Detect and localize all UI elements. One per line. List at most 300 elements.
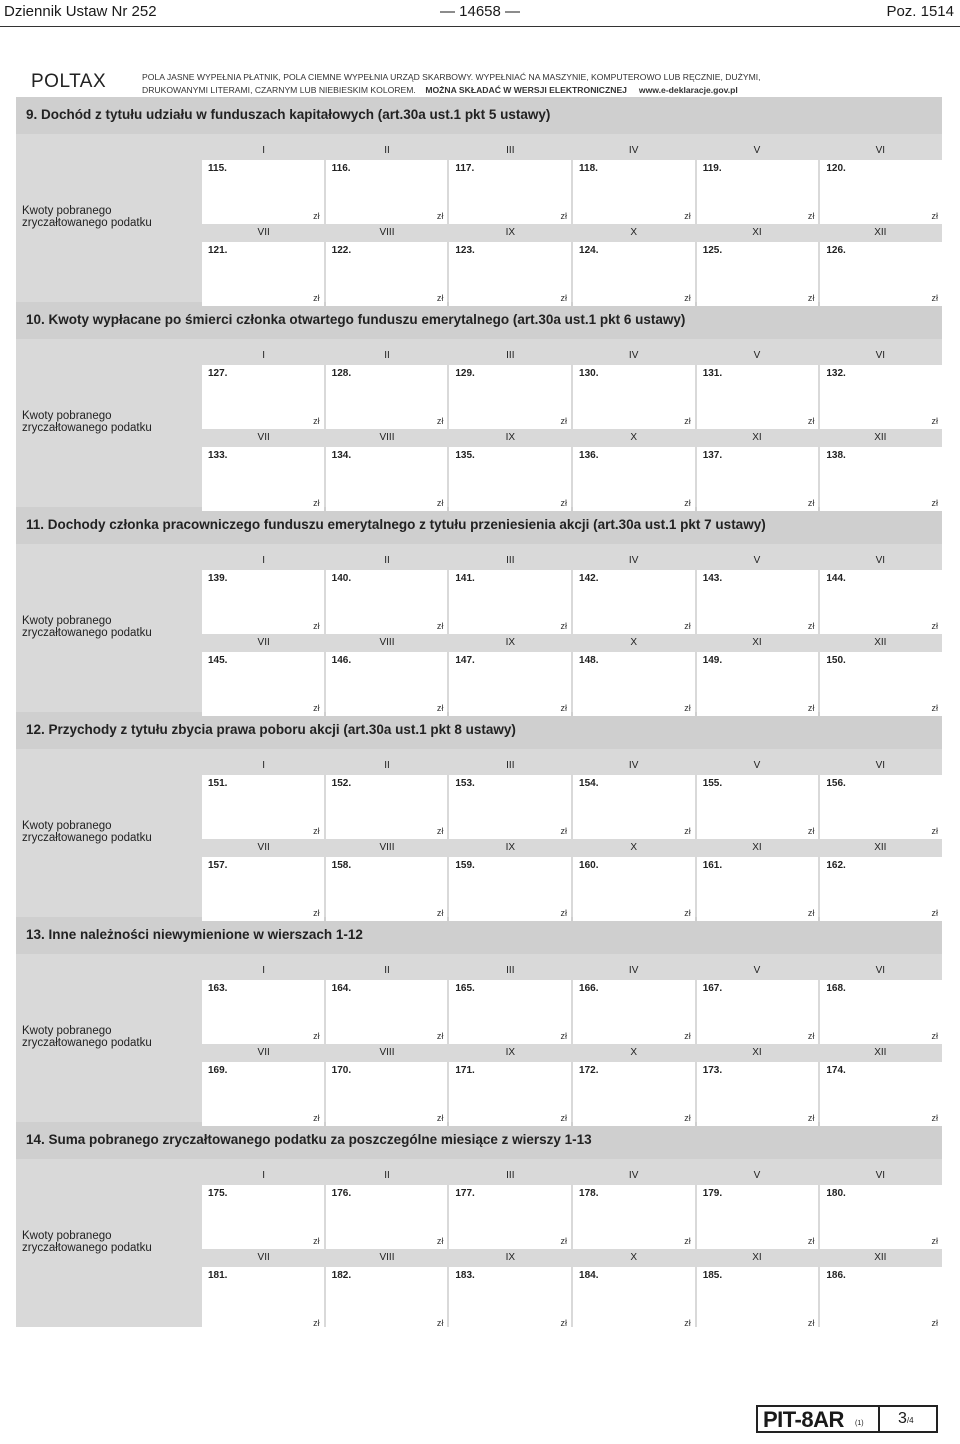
field-number: 123. [455, 245, 475, 256]
month-header-row [202, 1249, 942, 1267]
field-number: 127. [208, 368, 228, 379]
month-label: IX [505, 842, 516, 853]
currency-label: zł [436, 1031, 444, 1041]
field-number: 153. [455, 778, 475, 789]
currency-label: zł [807, 1031, 815, 1041]
currency-label: zł [684, 1113, 691, 1123]
currency-label: zł [313, 498, 320, 508]
month-label: XI [752, 1252, 762, 1263]
row-label-line-1: Kwoty pobranego [22, 205, 112, 217]
amount-field[interactable] [202, 570, 324, 634]
currency-label: zł [313, 1318, 320, 1328]
field-number: 144. [826, 573, 846, 584]
field-number: 136. [579, 450, 599, 461]
month-label: IV [628, 1170, 639, 1181]
amount-field[interactable] [326, 857, 448, 921]
currency-label: zł [684, 908, 691, 918]
e-deklaracje-url: www.e-deklaracje.gov.pl [638, 85, 738, 95]
amount-field[interactable] [820, 652, 942, 716]
instruction-line-2-text: DRUKOWANYMI LITERAMI, CZARNYM LUB NIEBIESKIM KOLOREM. [142, 85, 416, 95]
field-number: 158. [331, 860, 352, 871]
row-label-line-2: zryczałtowanego podatku [22, 1242, 152, 1254]
field-number: 117. [455, 163, 475, 174]
currency-label: zł [560, 908, 568, 918]
month-header-row [202, 552, 942, 570]
amount-field[interactable] [697, 1267, 819, 1331]
amount-field[interactable] [449, 1062, 571, 1126]
amount-field[interactable] [326, 160, 448, 224]
row-label-line-2: zryczałtowanego podatku [22, 832, 152, 844]
field-number: 170. [331, 1065, 352, 1076]
field-number: 145. [208, 655, 228, 666]
month-label: VI [875, 760, 886, 771]
month-label: III [506, 350, 515, 361]
currency-label: zł [313, 1113, 320, 1123]
field-number: 181. [208, 1270, 228, 1281]
currency-label: zł [807, 416, 815, 426]
field-row [202, 365, 942, 429]
amount-field[interactable] [573, 1267, 695, 1331]
currency-label: zł [684, 1318, 691, 1328]
currency-label: zł [560, 416, 568, 426]
field-row [202, 1062, 942, 1126]
field-number: 161. [702, 860, 723, 871]
month-label: I [262, 350, 266, 361]
page-header [0, 0, 960, 24]
field-row [202, 160, 942, 224]
amount-field[interactable] [573, 242, 695, 306]
field-number: 116. [331, 163, 351, 174]
currency-label: zł [931, 211, 939, 221]
amount-field[interactable] [202, 1185, 324, 1249]
field-number: 164. [331, 983, 352, 994]
month-label: XI [752, 432, 762, 443]
field-number: 172. [579, 1065, 599, 1076]
currency-label: zł [684, 1236, 691, 1246]
section-title: 9. Dochód z tytułu udziału w funduszach kapitałowych (art.30a ust.1 pkt 5 ustawy) [16, 97, 942, 134]
amount-field[interactable] [820, 1185, 942, 1249]
amount-field[interactable] [202, 652, 324, 716]
row-label-line-2: zryczałtowanego podatku [22, 627, 152, 639]
field-number: 176. [331, 1188, 352, 1199]
currency-label: zł [807, 621, 815, 631]
field-number: 174. [826, 1065, 846, 1076]
month-label: III [506, 760, 515, 771]
field-number: 146. [331, 655, 352, 666]
amount-field[interactable] [820, 1267, 942, 1331]
month-label: I [262, 1170, 266, 1181]
form-section [16, 507, 942, 712]
month-label: XI [752, 227, 762, 238]
currency-label: zł [560, 1031, 568, 1041]
currency-label: zł [807, 211, 815, 221]
field-row [202, 652, 942, 716]
currency-label: zł [931, 1031, 939, 1041]
month-header-row [202, 839, 942, 857]
month-label: VIII [379, 432, 395, 443]
amount-field[interactable] [202, 365, 324, 429]
month-label: VI [875, 1170, 886, 1181]
month-label: VII [257, 227, 270, 238]
month-label: X [630, 637, 637, 648]
section-title: 10. Kwoty wypłacane po śmierci członka otwartego funduszu emerytalnego (art.30a ust.1 pkt 6 ustawy) [16, 302, 942, 339]
month-label: II [384, 350, 390, 361]
month-label: XII [874, 842, 887, 853]
row-label [22, 205, 152, 229]
currency-label: zł [436, 293, 444, 303]
month-label: X [630, 1047, 637, 1058]
month-label: II [384, 965, 390, 976]
month-label: IX [505, 227, 516, 238]
field-number: 130. [579, 368, 599, 379]
field-number: 138. [826, 450, 846, 461]
field-row [202, 242, 942, 306]
month-grid [202, 962, 942, 1126]
field-number: 167. [702, 983, 723, 994]
position-number: Poz. 1514 [886, 3, 954, 20]
month-label: IV [628, 965, 639, 976]
month-label: XI [752, 1047, 762, 1058]
month-label: VIII [379, 637, 395, 648]
month-grid [202, 552, 942, 716]
field-number: 121. [208, 245, 228, 256]
field-number: 183. [455, 1270, 475, 1281]
amount-field[interactable] [326, 1185, 448, 1249]
month-label: X [630, 227, 637, 238]
field-number: 137. [702, 450, 723, 461]
currency-label: zł [684, 211, 691, 221]
month-label: III [506, 1170, 515, 1181]
amount-field[interactable] [326, 1062, 448, 1126]
currency-label: zł [807, 1318, 815, 1328]
amount-field[interactable] [820, 160, 942, 224]
currency-label: zł [436, 498, 444, 508]
month-label: V [753, 1170, 761, 1181]
field-number: 169. [208, 1065, 228, 1076]
amount-field[interactable] [202, 160, 324, 224]
month-grid [202, 1167, 942, 1331]
amount-field[interactable] [697, 447, 819, 511]
amount-field[interactable] [820, 447, 942, 511]
amount-field[interactable] [449, 1267, 571, 1331]
field-number: 128. [331, 368, 352, 379]
amount-field[interactable] [202, 447, 324, 511]
field-row [202, 447, 942, 511]
amount-field[interactable] [573, 652, 695, 716]
field-number: 135. [455, 450, 475, 461]
currency-label: zł [931, 703, 939, 713]
currency-label: zł [436, 703, 444, 713]
form-page-current: 3 [898, 1410, 907, 1427]
amount-field[interactable] [820, 857, 942, 921]
currency-label: zł [931, 826, 939, 836]
field-number: 157. [208, 860, 228, 871]
field-number: 118. [579, 163, 598, 174]
month-label: VI [875, 145, 886, 156]
amount-field[interactable] [697, 652, 819, 716]
amount-field[interactable] [573, 447, 695, 511]
amount-field[interactable] [820, 365, 942, 429]
field-row [202, 1267, 942, 1331]
form-section [16, 97, 942, 302]
amount-field[interactable] [573, 1062, 695, 1126]
currency-label: zł [313, 621, 320, 631]
amount-field[interactable] [573, 1185, 695, 1249]
instruction-line-2 [142, 84, 902, 97]
amount-field[interactable] [697, 1062, 819, 1126]
currency-label: zł [931, 621, 939, 631]
month-header-row [202, 1167, 942, 1185]
amount-field[interactable] [326, 980, 448, 1044]
amount-field[interactable] [697, 775, 819, 839]
section-body [16, 339, 942, 507]
currency-label: zł [931, 1236, 939, 1246]
field-number: 162. [826, 860, 846, 871]
currency-label: zł [560, 293, 568, 303]
month-grid [202, 142, 942, 306]
amount-field[interactable] [326, 570, 448, 634]
amount-field[interactable] [697, 980, 819, 1044]
currency-label: zł [684, 1031, 691, 1041]
currency-label: zł [560, 621, 568, 631]
form-id-box [756, 1405, 938, 1433]
currency-label: zł [931, 293, 939, 303]
currency-label: zł [436, 416, 444, 426]
amount-field[interactable] [697, 570, 819, 634]
month-label: V [753, 145, 761, 156]
month-header-row [202, 1044, 942, 1062]
row-label [22, 820, 152, 844]
row-label [22, 1025, 152, 1049]
currency-label: zł [807, 1236, 815, 1246]
month-header-row [202, 962, 942, 980]
field-number: 119. [702, 163, 722, 174]
amount-field[interactable] [449, 652, 571, 716]
field-number: 148. [579, 655, 599, 666]
amount-field[interactable] [449, 775, 571, 839]
amount-field[interactable] [326, 365, 448, 429]
field-number: 175. [208, 1188, 228, 1199]
currency-label: zł [436, 908, 444, 918]
field-row [202, 775, 942, 839]
amount-field[interactable] [202, 980, 324, 1044]
amount-field[interactable] [202, 1267, 324, 1331]
amount-field[interactable] [573, 775, 695, 839]
month-label: XII [874, 637, 887, 648]
field-number: 150. [826, 655, 846, 666]
month-label: X [630, 432, 637, 443]
amount-field[interactable] [820, 242, 942, 306]
amount-field[interactable] [573, 980, 695, 1044]
amount-field[interactable] [573, 365, 695, 429]
amount-field[interactable] [449, 447, 571, 511]
month-label: X [630, 842, 637, 853]
month-grid [202, 757, 942, 921]
amount-field[interactable] [326, 775, 448, 839]
month-label: VII [257, 1252, 270, 1263]
month-label: XI [752, 637, 762, 648]
field-row [202, 570, 942, 634]
currency-label: zł [436, 1236, 444, 1246]
amount-field[interactable] [697, 365, 819, 429]
month-label: V [753, 760, 761, 771]
month-header-row [202, 347, 942, 365]
currency-label: zł [436, 1318, 444, 1328]
amount-field[interactable] [449, 242, 571, 306]
section-title: 12. Przychody z tytułu zbycia prawa poboru akcji (art.30a ust.1 pkt 8 ustawy) [16, 712, 942, 749]
field-number: 166. [579, 983, 599, 994]
field-number: 163. [208, 983, 228, 994]
month-label: I [262, 555, 266, 566]
month-label: VIII [379, 227, 395, 238]
amount-field[interactable] [326, 242, 448, 306]
currency-label: zł [807, 703, 815, 713]
currency-label: zł [436, 621, 444, 631]
amount-field[interactable] [202, 1062, 324, 1126]
field-number: 132. [826, 368, 846, 379]
field-number: 141. [455, 573, 475, 584]
month-label: VI [875, 350, 886, 361]
journal-title: Dziennik Ustaw Nr 252 [4, 3, 157, 20]
page-number: — 14658 — [439, 3, 521, 20]
amount-field[interactable] [820, 1062, 942, 1126]
section-body [16, 1159, 942, 1327]
currency-label: zł [931, 908, 939, 918]
amount-field[interactable] [820, 775, 942, 839]
field-number: 178. [579, 1188, 599, 1199]
amount-field[interactable] [449, 980, 571, 1044]
field-number: 126. [826, 245, 846, 256]
row-label-line-2: zryczałtowanego podatku [22, 422, 152, 434]
field-number: 156. [826, 778, 846, 789]
form-section [16, 302, 942, 507]
month-label: V [753, 350, 761, 361]
row-label-line-2: zryczałtowanego podatku [22, 1037, 152, 1049]
month-label: VIII [379, 1047, 395, 1058]
section-body [16, 544, 942, 712]
month-label: VIII [379, 842, 395, 853]
amount-field[interactable] [697, 857, 819, 921]
amount-field[interactable] [449, 1185, 571, 1249]
amount-field[interactable] [449, 857, 571, 921]
month-label: XII [874, 1047, 887, 1058]
section-title: 11. Dochody członka pracowniczego funduszu emerytalnego z tytułu przeniesienia akcji (art.30a ust.1 pkt 7 ustawy) [16, 507, 942, 544]
month-label: III [506, 145, 515, 156]
field-number: 186. [826, 1270, 846, 1281]
field-number: 168. [826, 983, 846, 994]
amount-field[interactable] [202, 242, 324, 306]
field-number: 151. [208, 778, 228, 789]
amount-field[interactable] [202, 775, 324, 839]
month-label: VII [257, 432, 270, 443]
currency-label: zł [807, 1113, 815, 1123]
currency-label: zł [807, 908, 815, 918]
amount-field[interactable] [449, 160, 571, 224]
currency-label: zł [560, 1236, 568, 1246]
month-label: IV [628, 555, 639, 566]
row-label-line-1: Kwoty pobranego [22, 410, 112, 422]
amount-field[interactable] [697, 160, 819, 224]
month-header-row [202, 224, 942, 242]
currency-label: zł [931, 498, 939, 508]
currency-label: zł [684, 498, 691, 508]
field-number: 120. [826, 163, 846, 174]
currency-label: zł [313, 826, 320, 836]
month-label: IX [505, 1252, 516, 1263]
field-number: 124. [579, 245, 599, 256]
amount-field[interactable] [449, 365, 571, 429]
amount-field[interactable] [202, 857, 324, 921]
month-label: IV [628, 145, 639, 156]
field-row [202, 1185, 942, 1249]
amount-field[interactable] [820, 570, 942, 634]
month-label: II [384, 1170, 390, 1181]
form-code: PIT-8AR [763, 1407, 844, 1432]
field-row [202, 857, 942, 921]
amount-field[interactable] [449, 570, 571, 634]
field-number: 125. [702, 245, 723, 256]
month-header-row [202, 142, 942, 160]
form-id-separator [878, 1407, 880, 1431]
month-label: XII [874, 227, 887, 238]
month-label: VI [875, 965, 886, 976]
amount-field[interactable] [697, 1185, 819, 1249]
currency-label: zł [560, 703, 568, 713]
currency-label: zł [560, 826, 568, 836]
currency-label: zł [560, 1113, 568, 1123]
currency-label: zł [313, 293, 320, 303]
amount-field[interactable] [326, 447, 448, 511]
amount-field[interactable] [326, 1267, 448, 1331]
section-body [16, 134, 942, 302]
currency-label: zł [313, 416, 320, 426]
month-label: III [506, 965, 515, 976]
month-label: VI [875, 555, 886, 566]
amount-field[interactable] [573, 857, 695, 921]
currency-label: zł [807, 826, 815, 836]
currency-label: zł [931, 1113, 939, 1123]
amount-field[interactable] [573, 160, 695, 224]
electronic-filing-note: MOŻNA SKŁADAĆ W WERSJI ELEKTRONICZNEJ [425, 85, 627, 95]
month-label: IX [505, 637, 516, 648]
currency-label: zł [560, 1318, 568, 1328]
instruction-line-1: POLA JASNE WYPEŁNIA PŁATNIK, POLA CIEMNE WYPEŁNIA URZĄD SKARBOWY. WYPEŁNIAĆ NA MASZYNIE, KOMPUTEROWO LUB RĘCZNIE, DUŻYMI, [142, 72, 761, 82]
field-number: 165. [455, 983, 475, 994]
month-label: VII [257, 842, 270, 853]
amount-field[interactable] [697, 242, 819, 306]
field-number: 134. [331, 450, 352, 461]
month-label: XI [752, 842, 762, 853]
section-body [16, 954, 942, 1122]
form-section [16, 917, 942, 1122]
field-number: 152. [331, 778, 352, 789]
amount-field[interactable] [573, 570, 695, 634]
field-number: 159. [455, 860, 475, 871]
month-label: V [753, 965, 761, 976]
field-number: 147. [455, 655, 475, 666]
amount-field[interactable] [820, 980, 942, 1044]
currency-label: zł [931, 416, 939, 426]
month-label: VII [257, 637, 270, 648]
currency-label: zł [560, 211, 568, 221]
field-number: 185. [702, 1270, 723, 1281]
row-label-line-1: Kwoty pobranego [22, 615, 112, 627]
currency-label: zł [436, 826, 444, 836]
month-header-row [202, 429, 942, 447]
amount-field[interactable] [326, 652, 448, 716]
currency-label: zł [313, 908, 320, 918]
row-label-line-2: zryczałtowanego podatku [22, 217, 152, 229]
